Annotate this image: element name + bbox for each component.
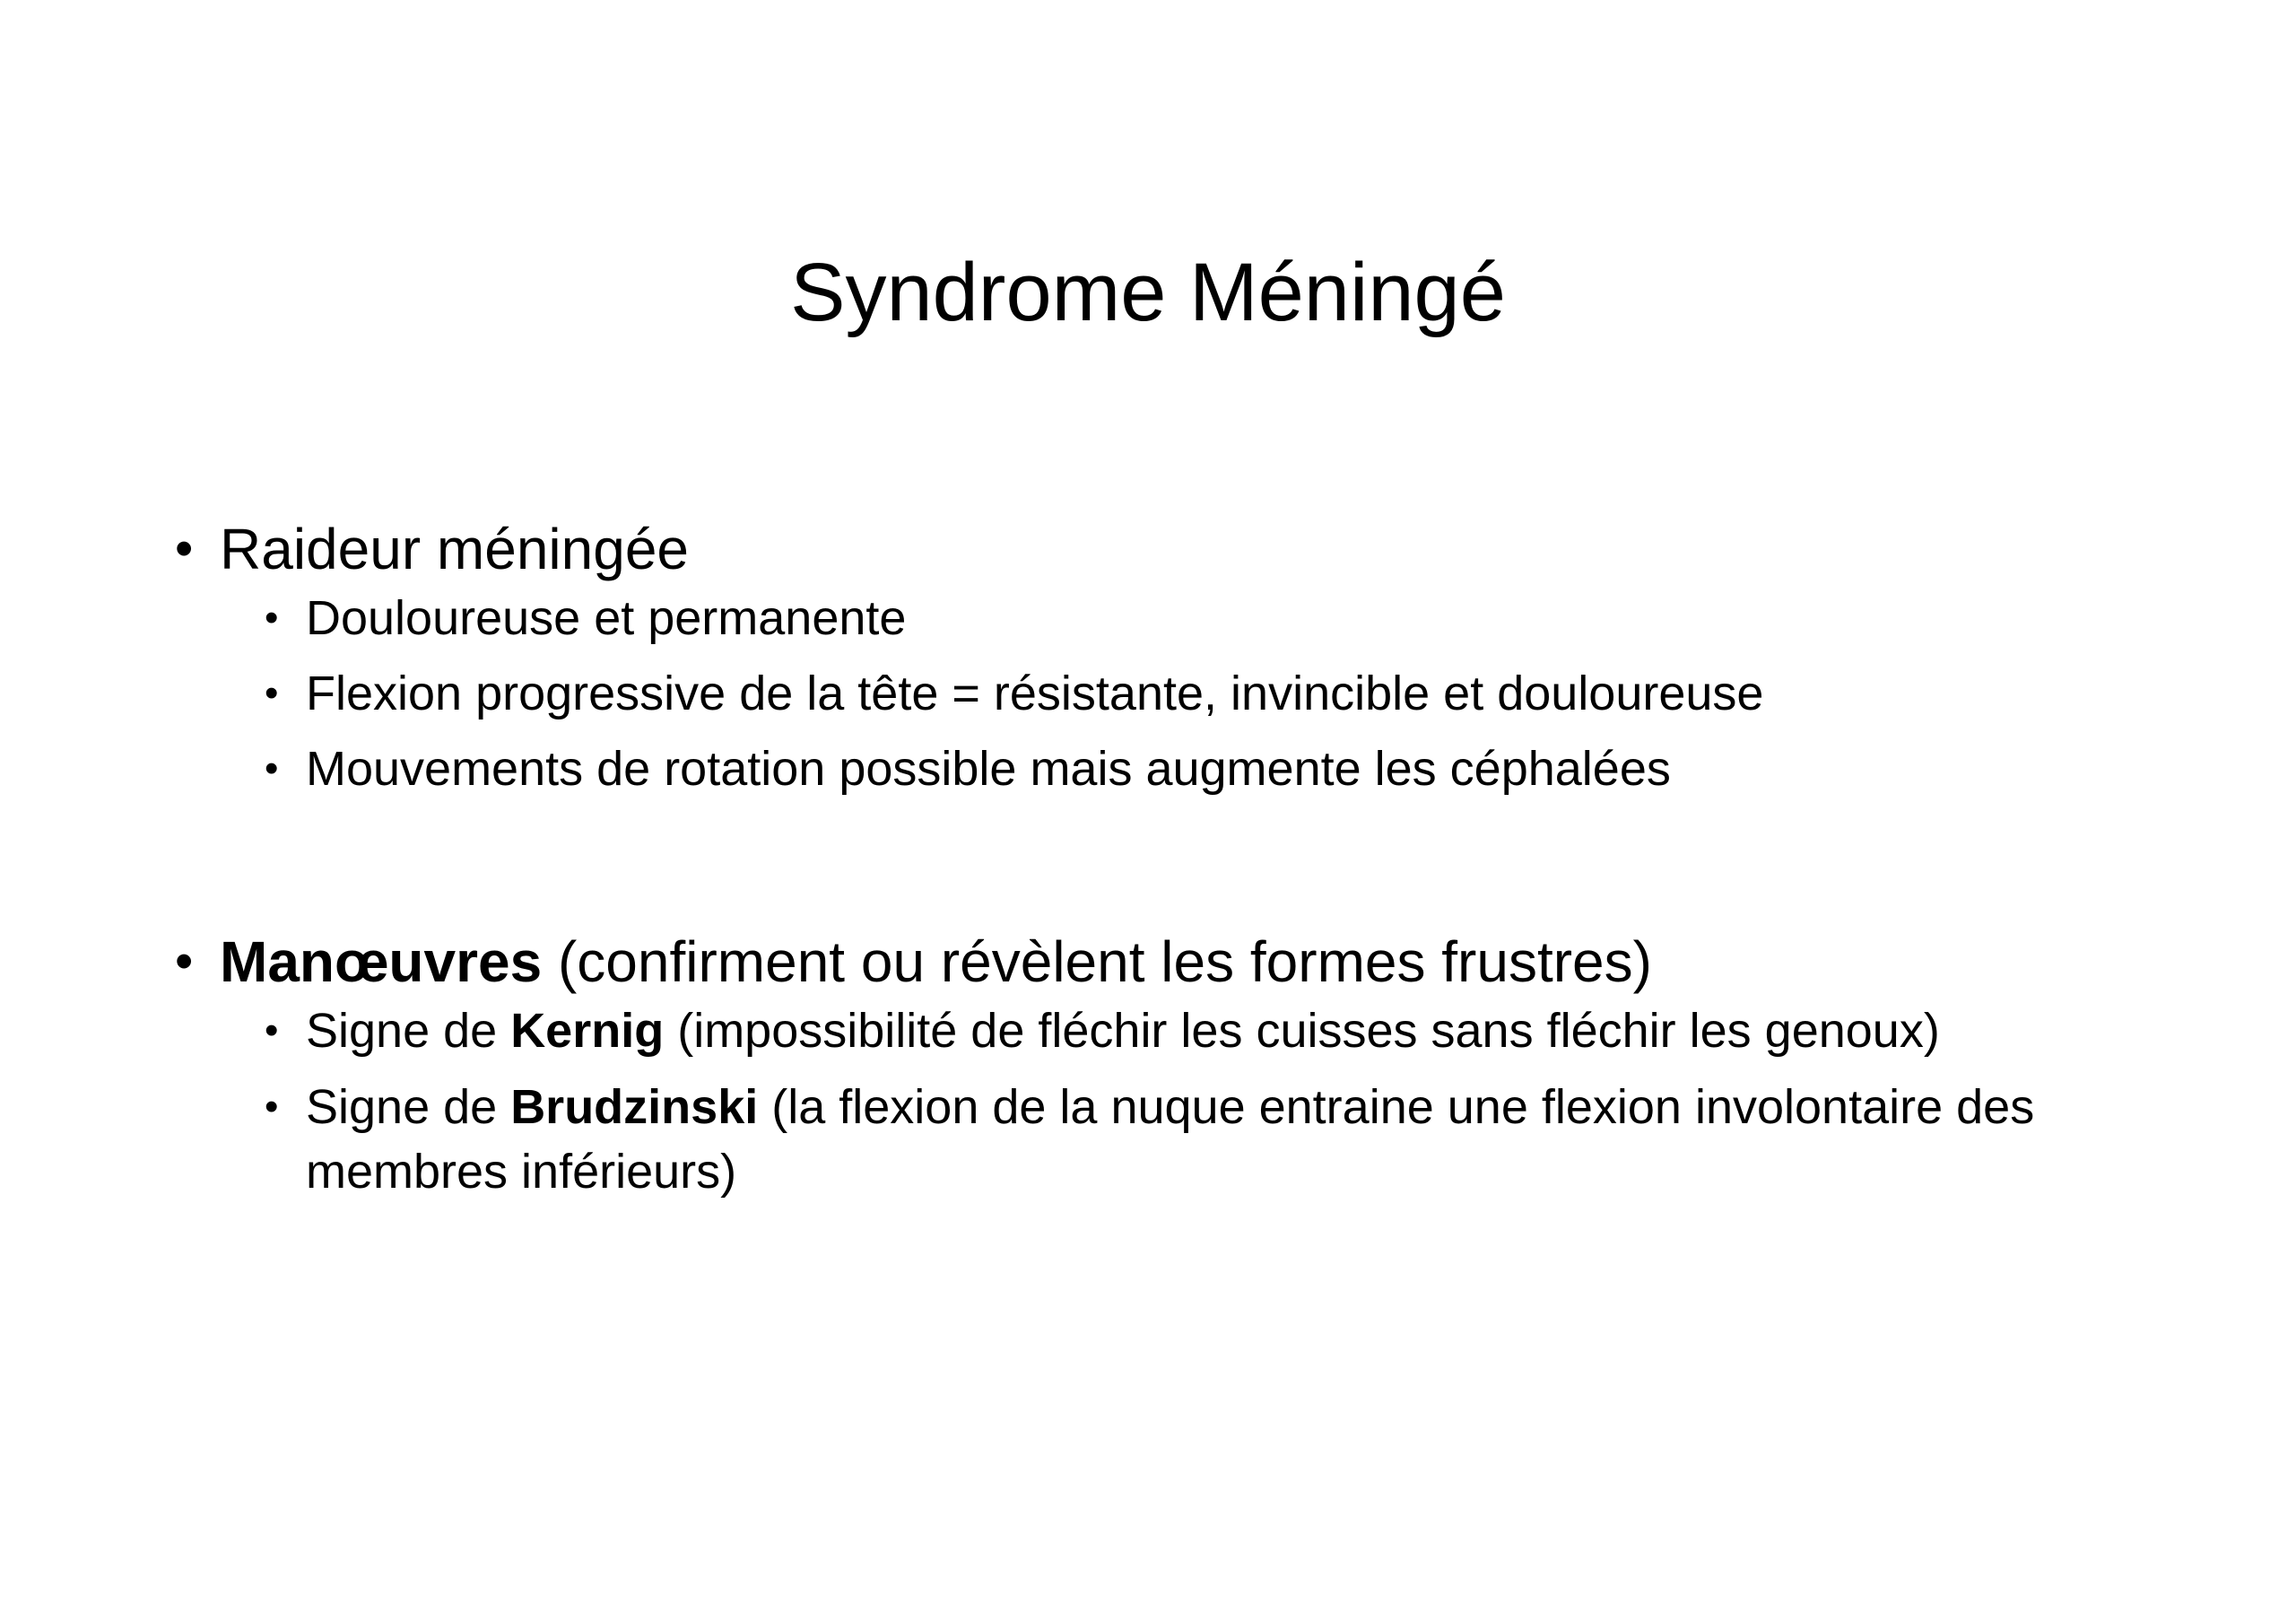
bullet-item-level1 xyxy=(175,513,2184,585)
bullet-text: Flexion progressive de la tête = résistante, invincible et douloureuse xyxy=(306,667,1764,720)
sub-list xyxy=(175,587,2184,800)
bullet-prefix: Signe de xyxy=(306,1080,511,1134)
bullet-icon: • xyxy=(265,1085,279,1129)
bullet-rest: (la flexion de la nuque entraine une flexion involontaire des membres inférieurs) xyxy=(306,1080,2035,1199)
bullet-bold-term: Brudzinski xyxy=(510,1080,759,1134)
section-raideur xyxy=(175,513,2184,813)
section-heading-rest: (confirment ou révèlent les formes frustres) xyxy=(542,929,1652,994)
bullet-item-level2 xyxy=(265,737,2184,800)
bullet-icon: • xyxy=(265,1008,279,1052)
bullet-rest: (impossibilité de fléchir les cuisses sans fléchir les genoux) xyxy=(664,1004,1940,1058)
bullet-item-level1 xyxy=(175,926,2184,998)
bullet-icon: • xyxy=(265,746,279,790)
bullet-icon: • xyxy=(175,932,194,990)
bullet-text: Douloureuse et permanente xyxy=(306,591,907,645)
section-heading-bold: Manœuvres xyxy=(220,929,543,994)
sub-list xyxy=(175,999,2184,1204)
bullet-item-kernig xyxy=(265,999,2184,1062)
bullet-icon: • xyxy=(175,519,194,578)
section-manoeuvres xyxy=(175,926,2184,1216)
bullet-text: Mouvements de rotation possible mais augmente les céphalées xyxy=(306,742,1671,796)
bullet-prefix: Signe de xyxy=(306,1004,511,1058)
bullet-item-level2 xyxy=(265,587,2184,650)
bullet-item-level2 xyxy=(265,662,2184,725)
bullet-icon: • xyxy=(265,671,279,715)
bullet-bold-term: Kernig xyxy=(510,1004,665,1058)
section-heading: Raideur méningée xyxy=(220,517,689,581)
bullet-icon: • xyxy=(265,596,279,640)
bullet-item-brudzinski xyxy=(265,1075,2100,1204)
slide-title: Syndrome Méningé xyxy=(790,247,1506,338)
